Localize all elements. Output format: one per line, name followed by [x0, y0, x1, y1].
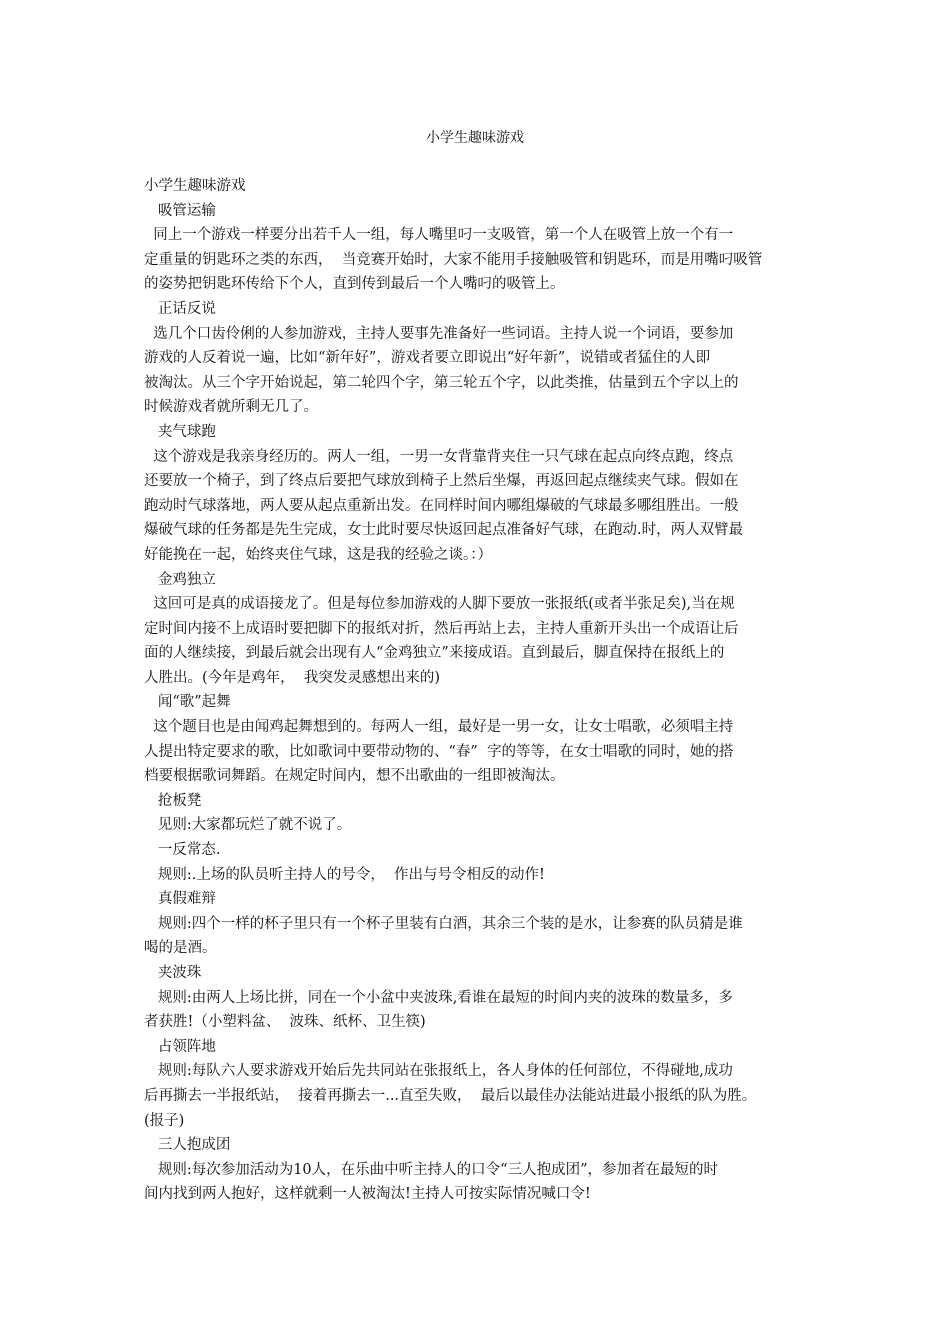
body-line: 闻“歌”起舞	[144, 694, 231, 711]
body-line: 三人抱成团	[144, 1137, 231, 1154]
body-line: 金鸡独立	[144, 571, 216, 588]
body-line: 好能挽在一起，始终夹住气球，这是我的经验之谈。：）	[144, 546, 492, 563]
body-line: 吸管运输	[144, 202, 216, 219]
body-line: 游戏的人反着说一遍，比如“新年好”，游戏者要立即说出“好年新”，说错或者猛住的人即	[144, 350, 711, 367]
body-line: 跑动时气球落地，两人要从起点重新出发。在同样时间内哪组爆破的气球最多哪组胜出。一般	[144, 497, 739, 514]
body-line: 档要根据歌词舞蹈。在规定时间内，想不出歌曲的一组即被淘汰。	[144, 768, 565, 785]
body-line: 这个题目也是由闻鸡起舞想到的。每两人一组，最好是一男一女，让女士唱歌，必须唱主持	[144, 719, 734, 736]
body-line: 间内找到两人抱好，这样就剩一人被淘汰!主持人可按实际情况喊口令!	[144, 1186, 591, 1203]
body-line: 规则:每队六人要求游戏开始后先共同站在张报纸上，各人身体的任何部位，不得碰地,成功	[144, 1063, 733, 1080]
body-line: 面的人继续接，到最后就会出现有人“金鸡独立”来接成语。直到最后，脚直保持在报纸上的	[144, 645, 725, 662]
body-line: 夹气球跑	[144, 423, 216, 440]
body-line: 一反常态.	[144, 842, 221, 859]
body-line: 选几个口齿伶俐的人参加游戏，主持人要事先准备好一些词语。主持人说一个词语，要参加	[144, 325, 734, 342]
body-line: 后再撕去一半报纸站， 接着再撕去一...直至失败， 最后以最佳办法能站进最小报纸的队为胜。	[144, 1087, 757, 1104]
body-line: 被淘汰。从三个字开始说起，第二轮四个字，第三轮五个字，以此类推，估量到五个字以上的	[144, 374, 739, 391]
body-line: 占领阵地	[144, 1038, 216, 1055]
body-line: 喝的是酒。	[144, 940, 217, 957]
body-line: 规则:.上场的队员听主持人的号令， 作出与号令相反的动作!	[144, 866, 545, 883]
body-line: 这回可是真的成语接龙了。但是每位参加游戏的人脚下要放一张报纸(或者半张足矣),当在规	[144, 596, 735, 613]
body-line: (报子)	[144, 1112, 185, 1129]
document-body	[144, 174, 814, 1207]
body-line: 小学生趣味游戏	[144, 178, 246, 194]
body-line: 人提出特定要求的歌，比如歌词中要带动物的、“春” 字的等等，在女士唱歌的同时，她的搭	[144, 743, 734, 760]
body-line: 抢板凳	[144, 792, 202, 809]
body-line: 夹波珠	[144, 965, 202, 981]
document-title: 小学生趣味游戏	[426, 130, 524, 146]
body-line: 定时间内接不上成语时要把脚下的报纸对折，然后再站上去，主持人重新开头出一个成语让后	[144, 620, 739, 637]
body-line: 规则:由两人上场比拼，同在一个小盆中夹波珠,看谁在最短的时间内夹的波珠的数量多，多	[144, 989, 733, 1006]
body-line: 还要放一个椅子，到了终点后要把气球放到椅子上然后坐爆，再返回起点继续夹气球。假如在	[144, 473, 739, 490]
body-line: 定重量的钥匙环之类的东西， 当竞赛开始时，大家不能用手接触吸管和钥匙环，而是用嘴叼吸管	[144, 251, 763, 268]
body-line: 真假难辩	[144, 891, 216, 908]
body-line: 的姿势把钥匙环传给下个人，直到传到最后一个人嘴叼的吸管上。	[144, 276, 565, 293]
body-line: 时候游戏者就所剩无几了。	[144, 399, 318, 416]
body-line: 正话反说	[144, 300, 216, 317]
body-line: 这个游戏是我亲身经历的。两人一组，一男一女背靠背夹住一只气球在起点向终点跑，终点	[144, 448, 734, 465]
body-line: 同上一个游戏一样要分出若千人一组，每人嘴里叼一支吸管，第一个人在吸管上放一个有一	[144, 227, 734, 244]
body-line: 规则:每次参加活动为10人，在乐曲中听主持人的口令“三人抱成团”，参加者在最短的时	[144, 1161, 718, 1178]
body-line: 爆破气球的任务都是先生完成，女士此时要尽快返回起点准备好气球，在跑动.时，两人双臂最	[144, 522, 744, 539]
body-line: 见则:大家都玩烂了就不说了。	[144, 817, 352, 834]
body-line: 规则:四个一样的杯子里只有一个杯子里装有白酒，其余三个装的是水，让参赛的队员猜是谁	[144, 915, 743, 932]
body-line: 人胜出。(今年是鸡年， 我突发灵感想出来的)	[144, 669, 441, 686]
body-line: 者获胜!（小塑料盆、 波珠、纸杯、卫生筷)	[144, 1014, 426, 1031]
